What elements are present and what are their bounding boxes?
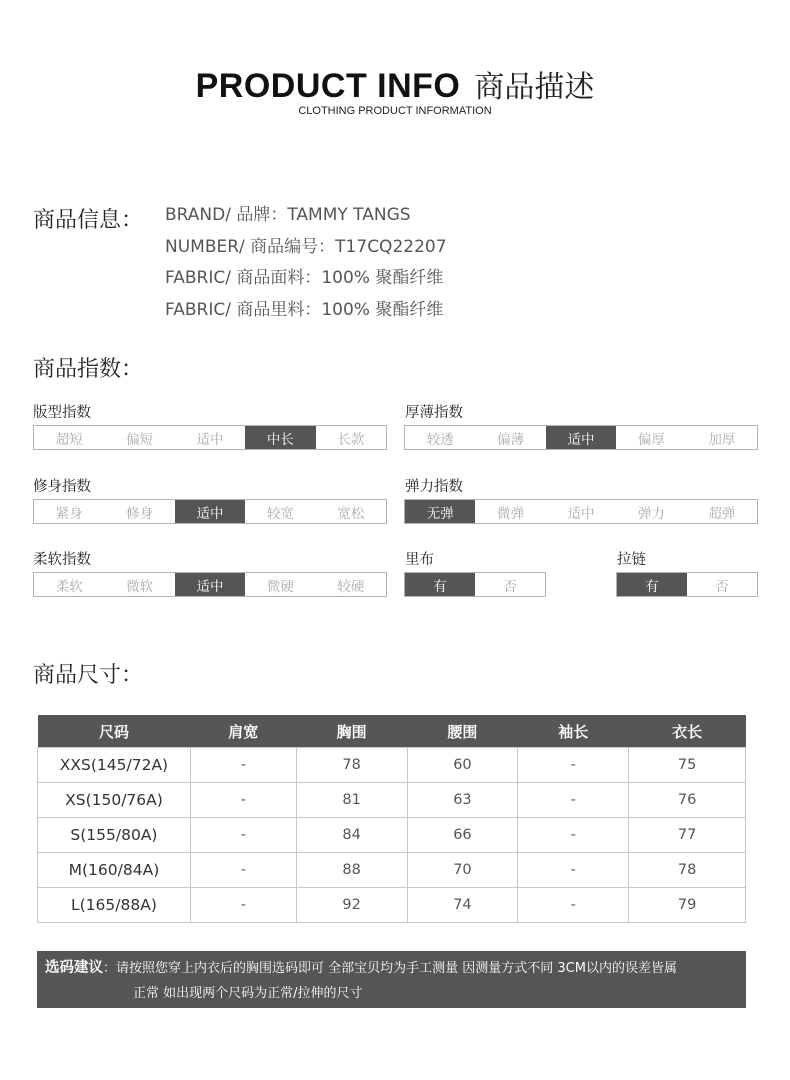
index-option: 长款 xyxy=(337,431,365,448)
index-scale-slim xyxy=(33,499,387,524)
index-option: 修身 xyxy=(126,505,154,522)
index-option: 微软 xyxy=(126,578,154,595)
bust-cell: 81 xyxy=(296,783,407,818)
waist-cell: 70 xyxy=(407,853,518,888)
index-title-lining: 里布 xyxy=(405,552,434,568)
size-advice-note xyxy=(37,951,746,1008)
bust-cell: 78 xyxy=(296,748,407,783)
size-cell: L(165/88A) xyxy=(38,888,191,923)
brand-line: BRAND/ 品牌：TAMMY TANGS xyxy=(165,205,411,225)
col-header-bust: 胸围 xyxy=(296,715,407,748)
index-scale-softness xyxy=(33,572,387,597)
index-option: 否 xyxy=(503,578,517,595)
fabric-line: FABRIC/ 商品面料：100% 聚酯纤维 xyxy=(165,268,444,288)
index-option: 微弹 xyxy=(497,505,525,522)
index-title-zipper: 拉链 xyxy=(617,552,646,568)
length-cell: 79 xyxy=(629,888,746,923)
index-scale-lining xyxy=(404,572,546,597)
size-cell: XXS(145/72A) xyxy=(38,748,191,783)
col-header-size: 尺码 xyxy=(38,715,191,748)
bust-cell: 92 xyxy=(296,888,407,923)
index-scale-fit xyxy=(33,425,387,450)
sleeve-cell: - xyxy=(518,818,629,853)
bust-cell: 84 xyxy=(296,818,407,853)
size-cell: M(160/84A) xyxy=(38,853,191,888)
table-row xyxy=(38,748,746,783)
sleeve-cell: - xyxy=(518,853,629,888)
shoulder-cell: - xyxy=(190,888,296,923)
index-option: 偏短 xyxy=(126,431,154,448)
size-cell: XS(150/76A) xyxy=(38,783,191,818)
index-scale-elasticity xyxy=(404,499,758,524)
index-option-selected: 中长 xyxy=(245,426,315,449)
table-row xyxy=(38,818,746,853)
size-cell: S(155/80A) xyxy=(38,818,191,853)
info-section-label: 商品信息： xyxy=(33,208,144,233)
col-header-waist: 腰围 xyxy=(407,715,518,748)
index-title-fit: 版型指数 xyxy=(33,405,91,421)
indices-section-label: 商品指数： xyxy=(33,357,144,382)
index-option: 超短 xyxy=(55,431,83,448)
title-english: PRODUCT INFO xyxy=(195,67,461,105)
shoulder-cell: - xyxy=(190,783,296,818)
index-option: 加厚 xyxy=(708,431,736,448)
index-option: 紧身 xyxy=(55,505,83,522)
index-option: 否 xyxy=(715,578,729,595)
waist-cell: 66 xyxy=(407,818,518,853)
page-subtitle: CLOTHING PRODUCT INFORMATION xyxy=(298,105,492,117)
index-option-selected: 适中 xyxy=(175,500,245,523)
table-row xyxy=(38,853,746,888)
index-option: 适中 xyxy=(567,505,595,522)
index-option: 较硬 xyxy=(337,578,365,595)
index-option: 微硬 xyxy=(266,578,294,595)
size-table-header xyxy=(38,715,746,748)
lining-line: FABRIC/ 商品里料：100% 聚酯纤维 xyxy=(165,299,444,320)
note-label: 选码建议 xyxy=(45,960,103,976)
number-line: NUMBER/ 商品编号：T17CQ22207 xyxy=(165,236,447,257)
index-option-selected: 有 xyxy=(405,573,475,596)
waist-cell: 60 xyxy=(407,748,518,783)
index-option: 柔软 xyxy=(55,578,83,595)
title-chinese: 商品描述 xyxy=(474,70,595,105)
index-option: 超弹 xyxy=(708,505,736,522)
bust-cell: 88 xyxy=(296,853,407,888)
shoulder-cell: - xyxy=(190,748,296,783)
length-cell: 77 xyxy=(629,818,746,853)
index-title-slim: 修身指数 xyxy=(33,479,91,495)
length-cell: 76 xyxy=(629,783,746,818)
index-title-elasticity: 弹力指数 xyxy=(405,479,463,495)
index-option: 弹力 xyxy=(637,505,665,522)
sleeve-cell: - xyxy=(518,783,629,818)
note-text-2: 正常 如出现两个尺码为正常/拉伸的尺寸 xyxy=(133,986,363,1001)
info-lines xyxy=(165,204,447,330)
index-option: 偏薄 xyxy=(497,431,525,448)
index-option-selected: 适中 xyxy=(175,573,245,596)
waist-cell: 74 xyxy=(407,888,518,923)
waist-cell: 63 xyxy=(407,783,518,818)
index-option: 较宽 xyxy=(266,505,294,522)
index-title-softness: 柔软指数 xyxy=(33,552,91,568)
col-header-sleeve: 袖长 xyxy=(518,715,629,748)
sleeve-cell: - xyxy=(518,748,629,783)
page-title xyxy=(0,62,790,106)
index-option-selected: 无弹 xyxy=(405,500,475,523)
shoulder-cell: - xyxy=(190,853,296,888)
note-text-1: ：请按照您穿上内衣后的胸围选码即可 全部宝贝均为手工测量 因测量方式不同 3CM以内的误差皆属 xyxy=(103,961,677,976)
note-line-1 xyxy=(45,956,738,981)
col-header-shoulder: 肩宽 xyxy=(190,715,296,748)
sleeve-cell: - xyxy=(518,888,629,923)
shoulder-cell: - xyxy=(190,818,296,853)
table-row xyxy=(38,783,746,818)
size-table xyxy=(37,715,746,923)
size-section-label: 商品尺寸： xyxy=(33,663,144,688)
col-header-length: 衣长 xyxy=(629,715,746,748)
index-scale-zipper xyxy=(616,572,758,597)
index-option: 较透 xyxy=(426,431,454,448)
index-option-selected: 适中 xyxy=(546,426,616,449)
index-title-thickness: 厚薄指数 xyxy=(405,405,463,421)
index-option: 宽松 xyxy=(337,505,365,522)
index-option-selected: 有 xyxy=(617,573,687,596)
table-row xyxy=(38,888,746,923)
index-option: 偏厚 xyxy=(637,431,665,448)
index-option: 适中 xyxy=(196,431,224,448)
index-scale-thickness xyxy=(404,425,758,450)
length-cell: 75 xyxy=(629,748,746,783)
length-cell: 78 xyxy=(629,853,746,888)
